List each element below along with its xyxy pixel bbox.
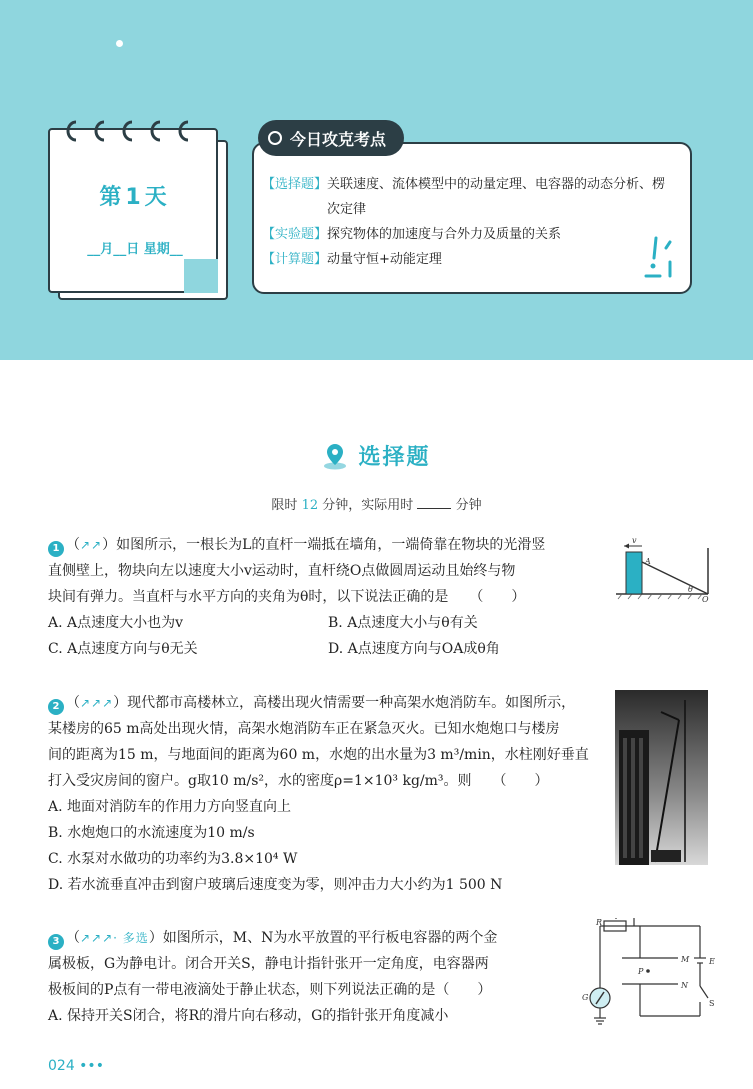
point-a-label: A [645,557,651,566]
electrometer-g-label: G [582,993,589,1002]
velocity-label: v [632,536,637,545]
question-text: 间的距离为15 m，与地面间的距离为60 m，水炮的出水量为3 m³/min，水柱刚好垂直 [48,747,589,763]
exclamation-icon [640,232,680,282]
time-minutes: 12 [301,498,319,513]
topic-tag: 【选择题】 [262,177,328,192]
question-3: 3 （↗↗↗· 多选）如图所示，M、N为水平放置的平行板电容器的两个金 属极板，G为静电计。闭合开关S，静电计指针张开一定角度，电容器两 极板间的P点有一带电液滴处于静止状态，则下列说法正确的是（ ） A. 保持开关S闭合，将R的滑片向右移动，G的指针张开角度减小 [48,925,568,1029]
ring-icon [268,131,282,145]
question-1: 1 （↗↗）如图所示，一根长为L的直杆一端抵在墙角，一端倚靠在物块的光滑竖 直侧壁上，物块向左以速度大小v运动时，直杆绕O点做圆周运动且始终与物 块间有弹力。当直杆与水平方向的夹角为θ时，以下说法正确的是 （ ） A. A点速度大小也为v B. A点速度大小与θ有关 C. A点速度方向与θ无关 D. A点速度方向与OA成θ角 [48,532,608,662]
option-a: A. 地面对消防车的作用力方向竖直向上 [48,799,292,815]
question-text: ）如图所示，一根长为L的直杆一端抵在墙角，一端倚靠在物块的光滑竖 [102,537,546,553]
option-b: B. A点速度大小与θ有关 [328,615,478,631]
calendar-rings-icon [58,114,208,144]
option-c: C. 水泵对水做功的功率约为3.8×10⁴ W [48,851,298,867]
page-curl [184,259,218,293]
question-text: ）如图所示，M、N为水平放置的平行板电容器的两个金 [148,930,498,946]
point-p-label: P [638,967,644,976]
question-text: ）现代都市高楼林立，高楼出现火情需要一种高架水炮消防车。如图所示， [113,695,576,711]
section-title: 选择题 [358,445,431,470]
time-blank [417,497,451,509]
time-middle: 分钟，实际用时 [322,498,414,513]
day-number: 第1天 [99,185,171,210]
rod-block-figure [612,532,712,602]
angle-label: θ [688,585,693,594]
topic-text: 探究物体的加速度与合外力及质量的关系 [327,227,562,242]
option-b: B. 水炮炮口的水流速度为10 m/s [48,825,255,841]
fire-truck-photo [615,690,708,865]
difficulty-arrows: ↗↗ [80,538,103,552]
question-number: 1 [48,541,64,557]
question-2: 2 （↗↗↗）现代都市高楼林立，高楼出现火情需要一种高架水炮消防车。如图所示， 某楼房的65 m高处出现火情，高架水炮消防车正在紧急灭火。已知水炮炮口与楼房 间的距离为15 m，与地面间的距离为60 m，水炮的出水量为3 m³/min，水柱刚好垂直 打入受灾房间的窗户。g取10 m/s²，水的密度ρ=1×10³ kg/m³。则 （ ） A. 地面对消防车的作用力方向竖直向上 B. 水炮炮口的水流速度为10 m/s C. 水泵对水做功的功率约为3.8×10⁴ W D. 若水流垂直冲击到窗户玻璃后速度变为零，则冲击力大小约为1 500 N [48,690,613,898]
topic-item [262,222,672,247]
topic-item [262,247,672,272]
point-o-label: O [702,595,709,602]
question-text: 打入受灾房间的窗户。g取10 m/s²，水的密度ρ=1×10³ kg/m³。则 （ ） [48,773,549,789]
topics-title-tab [258,120,404,156]
time-prefix: 限时 [271,498,298,513]
calendar-card [48,128,228,303]
plate-n-label: N [681,981,688,990]
topics-list [262,172,672,272]
question-text: 直侧壁上，物块向左以速度大小v运动时，直杆绕O点做圆周运动且始终与物 [48,563,516,579]
calendar-front-page [48,128,218,293]
option-d: D. 若水流垂直冲击到窗户玻璃后速度变为零，则冲击力大小约为1 500 N [48,877,503,893]
topic-text: 关联速度、流体模型中的动量定理、电容器的动态分析、楞次定律 [327,177,666,217]
battery-e-label: E [709,957,715,966]
topic-tag: 【实验题】 [262,227,328,242]
section-heading [0,440,753,471]
capacitor-circuit-figure [560,918,720,1028]
date-line: __月__日 星期__ [87,242,183,257]
resistor-label: R [596,918,603,927]
multi-select-tag: · 多选 [113,931,149,945]
difficulty-arrows: ↗↗↗ [80,931,114,945]
plate-m-label: M [681,955,690,964]
topic-text: 动量守恒+动能定理 [327,252,442,267]
time-suffix: 分钟 [455,498,482,513]
page-number: 024 ••• [48,1058,104,1074]
question-text: 某楼房的65 m高处出现火情，高架水炮消防车正在紧急灭火。已知水炮炮口与楼房 [48,721,560,737]
switch-s-label: S [709,999,715,1008]
option-c: C. A点速度方向与θ无关 [48,641,198,657]
decorative-dot [116,40,123,47]
question-text: 属极板，G为静电计。闭合开关S，静电计指针张开一定角度，电容器两 [48,956,489,972]
question-text: 块间有弹力。当直杆与水平方向的夹角为θ时，以下说法正确的是 （ ） [48,589,526,605]
header-banner [0,0,753,360]
option-a: A. 保持开关S闭合，将R的滑片向右移动，G的指针张开角度减小 [48,1008,449,1024]
time-limit [0,494,753,513]
option-a: A. A点速度大小也为v [48,615,184,631]
topic-item [262,172,672,222]
topic-tag: 【计算题】 [262,252,328,267]
location-pin-icon [322,442,348,470]
option-d: D. A点速度方向与OA成θ角 [328,641,500,657]
question-number: 3 [48,934,64,950]
difficulty-arrows: ↗↗↗ [80,696,114,710]
topics-title: 今日攻克考点 [290,129,387,149]
question-number: 2 [48,699,64,715]
question-text: 极板间的P点有一带电液滴处于静止状态，则下列说法正确的是（ ） [48,982,492,998]
